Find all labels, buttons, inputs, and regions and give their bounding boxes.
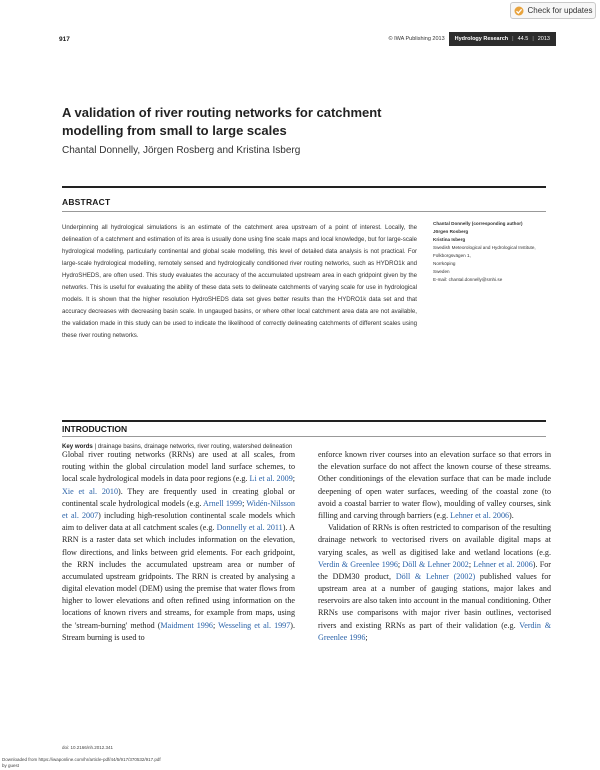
affil-line: Chantal Donnelly (corresponding author) xyxy=(433,221,523,226)
text-run: ; xyxy=(242,498,247,508)
affil-line: Folkborgsvägen 1, xyxy=(433,253,471,258)
download-notice xyxy=(2,757,161,769)
page-number: 917 xyxy=(59,36,70,43)
journal-volume: 44.5 xyxy=(517,36,529,42)
download-by: by guest xyxy=(2,763,20,768)
keywords-list: | drainage basins, drainage networks, river routing, watershed delineation xyxy=(94,443,293,450)
text-run: ). They are frequently used in creating global or continental scale hydrological models (e.g. xyxy=(62,486,295,508)
journal-year: 2013 xyxy=(537,36,550,42)
affil-line: Sweden xyxy=(433,269,450,274)
affil-line: Jörgen Rosberg xyxy=(433,229,469,234)
introduction-heading: INTRODUCTION xyxy=(62,424,128,434)
text-run: ). xyxy=(509,510,514,520)
intro-top-rule xyxy=(62,420,546,422)
intro-paragraph xyxy=(318,522,551,644)
citation-link[interactable]: Döll & Lehner (2002) xyxy=(395,571,476,581)
title-line-1: A validation of river routing networks for catchment xyxy=(62,105,382,120)
download-url[interactable]: Downloaded from https://iwaponline.com/hr/article-pdf/44/5/917/370532/917.pdf xyxy=(2,757,161,762)
citation-link[interactable]: Donnelly et al. 2011 xyxy=(216,523,283,533)
text-run: enforce known river courses into an elevation surface so that errors in the elevation surface do not affect the known course of these streams. Other conditionings of the elevation surface that can be made include deepening of open water surfaces, weeding of the coastal zone (to avoid a coastal barrier to water flow), moulding of valley courses, sink filling and carving through barriers (e.g. xyxy=(318,450,551,520)
intro-bottom-rule xyxy=(62,436,546,437)
text-run: ; xyxy=(212,620,219,630)
journal-badge xyxy=(449,32,556,46)
intro-paragraph xyxy=(62,449,295,644)
citation-link[interactable]: Döll & Lehner 2002 xyxy=(402,559,469,569)
text-run: ; xyxy=(292,474,295,484)
separator: | xyxy=(532,36,534,42)
separator: | xyxy=(512,36,514,42)
text-run: ). Stream burning is used to xyxy=(62,620,295,642)
affil-email[interactable]: E-mail: chantal.donnelly@smhi.se xyxy=(433,277,503,282)
text-run: ; xyxy=(397,559,403,569)
affil-line: Kristina Isberg xyxy=(433,237,466,242)
check-for-updates-button[interactable] xyxy=(510,2,596,19)
citation-link[interactable]: Widén-Nilsson et al. 2007 xyxy=(62,498,295,520)
author-affiliation xyxy=(433,220,548,284)
keywords-label: Key words xyxy=(62,443,93,450)
text-run: Global river routing networks (RRNs) are used at all scales, from routing within the global circulation model land surface schemes, to local scale hydrological models in data poor regions (e.g. xyxy=(62,450,295,484)
text-run: ). For the DDM30 product, xyxy=(318,559,551,581)
text-run: ; xyxy=(468,559,474,569)
citation-link[interactable]: Wesseling et al. 1997 xyxy=(218,620,291,630)
intro-column-2 xyxy=(318,449,551,644)
abstract-heading: ABSTRACT xyxy=(62,197,111,207)
article-title xyxy=(62,104,442,140)
abstract-text: Underpinning all hydrological simulations is an estimate of the catchment area upstream of a point of interest. Locally, the delineation of a catchment and estimation of its area is usually done using fine scale maps and local knowledge, but for large-scale hydrological modelling, particularly continental and global scale modelling, this level of detailed data analysis is not practical. For large-scale hydrological modelling, remotely sensed and hydrologically conditioned river routing networks, such as HYDRO1k and HydroSHEDS, are often used. This study evaluates the accuracy of the accumulated upstream area in each gridpoint given by the networks. This is useful for evaluating the ability of these data sets to delineate catchments of varying scale for use in hydrological models. It is shown that the higher resolution HydroSHEDS data set gives better results than the HYDRO1k data set and that accuracy decreases with decreasing basin scale. In ungauged basins, or where other local catchment area data are not available, the validation made in this study can be used to indicate the likelihood of correctly delineating catchments of different scales using these river routing networks. xyxy=(62,224,417,339)
citation-link[interactable]: Arnell 1999 xyxy=(203,498,243,508)
text-run: ; xyxy=(365,632,368,642)
citation-link[interactable]: Maidment 1996 xyxy=(160,620,213,630)
citation-link[interactable]: Xie et al. 2010 xyxy=(62,486,119,496)
doi[interactable]: doi: 10.2166/nh.2012.341 xyxy=(62,745,114,750)
citation-link[interactable]: Verdin & Greenlee 1996 xyxy=(318,620,551,642)
abstract-bottom-rule xyxy=(62,211,546,212)
text-run: published values for upstream area at a number of gauging stations, major lakes and reservoirs are also taken into account in the manual conditioning. Other RRNs use comparisons with major river basin outlines, vectorised rivers and existing RRNs as part of their validation (e.g. xyxy=(318,571,551,630)
citation-link[interactable]: Verdin & Greenlee 1996 xyxy=(318,559,398,569)
journal-name: Hydrology Research xyxy=(454,36,509,42)
text-run: ). A RRN is a raster data set which includes information on the elevation, flow directions, and links between grid elements. For each gridpoint, the RRN includes the accumulated upstream area or number of accumulated upstream gridpoints. The RRN is created by analysing a digital elevation model (DEM) using the premise that water flows from higher to lower elevations and often refined using information on the locations of known rivers and streams, for example from maps, using the 'stream-burning' method ( xyxy=(62,523,295,630)
citation-link[interactable]: Lehner et al. 2006 xyxy=(450,510,510,520)
text-run: Validation of RRNs is often restricted to comparison of the resulting drainage network to vectorised rivers on available digital maps at varying scales, as well as digitised lake and wetland locations (e.g. xyxy=(318,523,551,557)
affil-line: Norrköping xyxy=(433,261,456,266)
intro-paragraph xyxy=(318,449,551,522)
affil-line: Swedish Meteorological and Hydrological Institute, xyxy=(433,245,536,250)
intro-column-1 xyxy=(62,449,295,644)
citation-link[interactable]: Lehner et al. 2006 xyxy=(473,559,533,569)
title-line-2: modelling from small to large scales xyxy=(62,123,287,138)
text-run: ) including high-resolution continental scale models which aim to deliver data at all catchment scales (e.g. xyxy=(62,510,295,533)
check-updates-icon xyxy=(514,6,524,16)
journal-header xyxy=(389,32,556,46)
abstract-top-rule xyxy=(62,186,546,188)
check-for-updates-label: Check for updates xyxy=(527,6,593,15)
publisher-text: © IWA Publishing 2013 xyxy=(388,36,445,42)
citation-link[interactable]: Li et al. 2009 xyxy=(249,474,293,484)
authors: Chantal Donnelly, Jörgen Rosberg and Kristina Isberg xyxy=(62,145,301,156)
